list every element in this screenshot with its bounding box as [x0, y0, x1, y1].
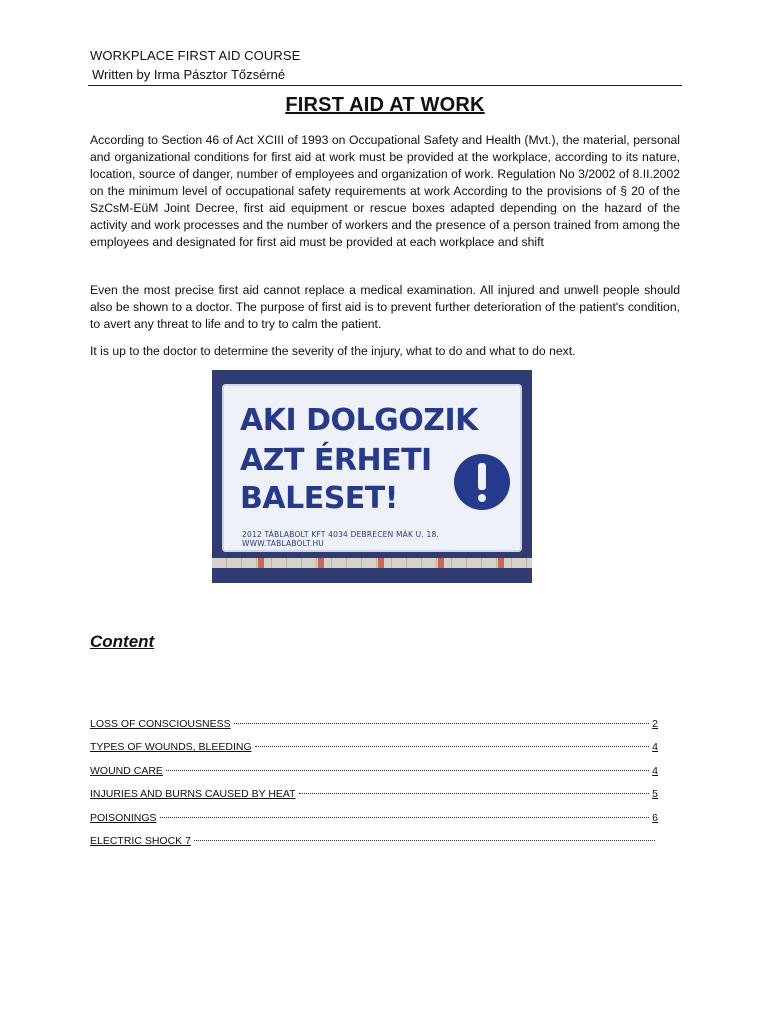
toc-entry-title: INJURIES AND BURNS CAUSED BY HEAT	[90, 788, 296, 801]
course-header: WORKPLACE FIRST AID COURSE	[90, 48, 301, 63]
paragraph-medical-exam: Even the most precise first aid cannot replace a medical examination. All injured and unwell people should also be shown to a doctor. The purpose of first aid is to prevent further deterioration of the patient's condition, to avert any threat to life and to try to calm the patient.	[90, 283, 680, 331]
content-heading: Content	[90, 632, 155, 651]
paragraph-doctor: It is up to the doctor to determine the severity of the injury, what to do and what to do next.	[90, 344, 576, 358]
toc-entry-page: 5	[652, 788, 658, 801]
sign-text-line1: AKI DOLGOZIK	[240, 403, 478, 438]
toc-entry-title: ELECTRIC SHOCK 7	[90, 834, 191, 847]
toc-entry[interactable]	[90, 812, 658, 835]
warning-sign-photo	[212, 370, 532, 583]
sign-text-line2: AZT ÉRHETI	[240, 443, 432, 478]
sign-text-line3: BALESET!	[240, 481, 398, 516]
toc-entry[interactable]	[90, 765, 658, 788]
toc-leader-dots	[234, 722, 650, 724]
measuring-tape-marks	[212, 558, 532, 568]
toc-entry-title: LOSS OF CONSCIOUSNESS	[90, 718, 231, 730]
toc-entry-title: TYPES OF WOUNDS, BLEEDING	[90, 741, 252, 754]
page-title: FIRST AID AT WORK	[285, 94, 485, 116]
toc-entry[interactable]	[90, 741, 658, 764]
exclamation-icon	[454, 454, 510, 510]
toc-leader-dots	[194, 839, 655, 841]
toc-entry-page: 2	[652, 718, 658, 730]
toc-leader-dots	[166, 769, 649, 771]
toc-entry-page: 4	[652, 741, 658, 754]
author-line: Written by Irma Pásztor Tőzsérné	[92, 67, 286, 82]
sign-board	[222, 384, 522, 552]
sign-small-print: 2012 TÁBLABOLT KFT 4034 DEBRECEN MÁK U. 18. WWW.TABLABOLT.HU	[242, 530, 440, 548]
toc-leader-dots	[299, 792, 650, 794]
toc-entry-page: 6	[652, 811, 658, 824]
toc-leader-dots	[160, 816, 650, 818]
toc-entry-title: POISONINGS	[90, 811, 157, 824]
header-divider	[88, 85, 682, 86]
toc-leader-dots	[255, 745, 650, 747]
toc-entry[interactable]	[90, 835, 658, 858]
toc-entry-page: 4	[652, 764, 658, 777]
toc-entry[interactable]	[90, 718, 658, 741]
paragraph-legal-basis: According to Section 46 of Act XCIII of 1993 on Occupational Safety and Health (Mvt.), the material, personal and organizational conditions for first aid at work must be provided at the workplace, according to its nature, location, source of danger, number of employees and organization of work. Regulation No 3/2002 of 8.II.2002 on the minimum level of occupational safety requirements at work According to the provisions of § 20 of the SzCsM-EüM Joint Decree, first aid equipment or rescue boxes adapted depending on the hazard of the activity and work processes and the number of workers and the presence of a person trained from among the employees and designated for first aid must be provided at each workplace and shift	[90, 133, 680, 249]
toc-entry-title: WOUND CARE	[90, 764, 163, 777]
toc-entry[interactable]	[90, 788, 658, 811]
table-of-contents	[90, 718, 658, 858]
